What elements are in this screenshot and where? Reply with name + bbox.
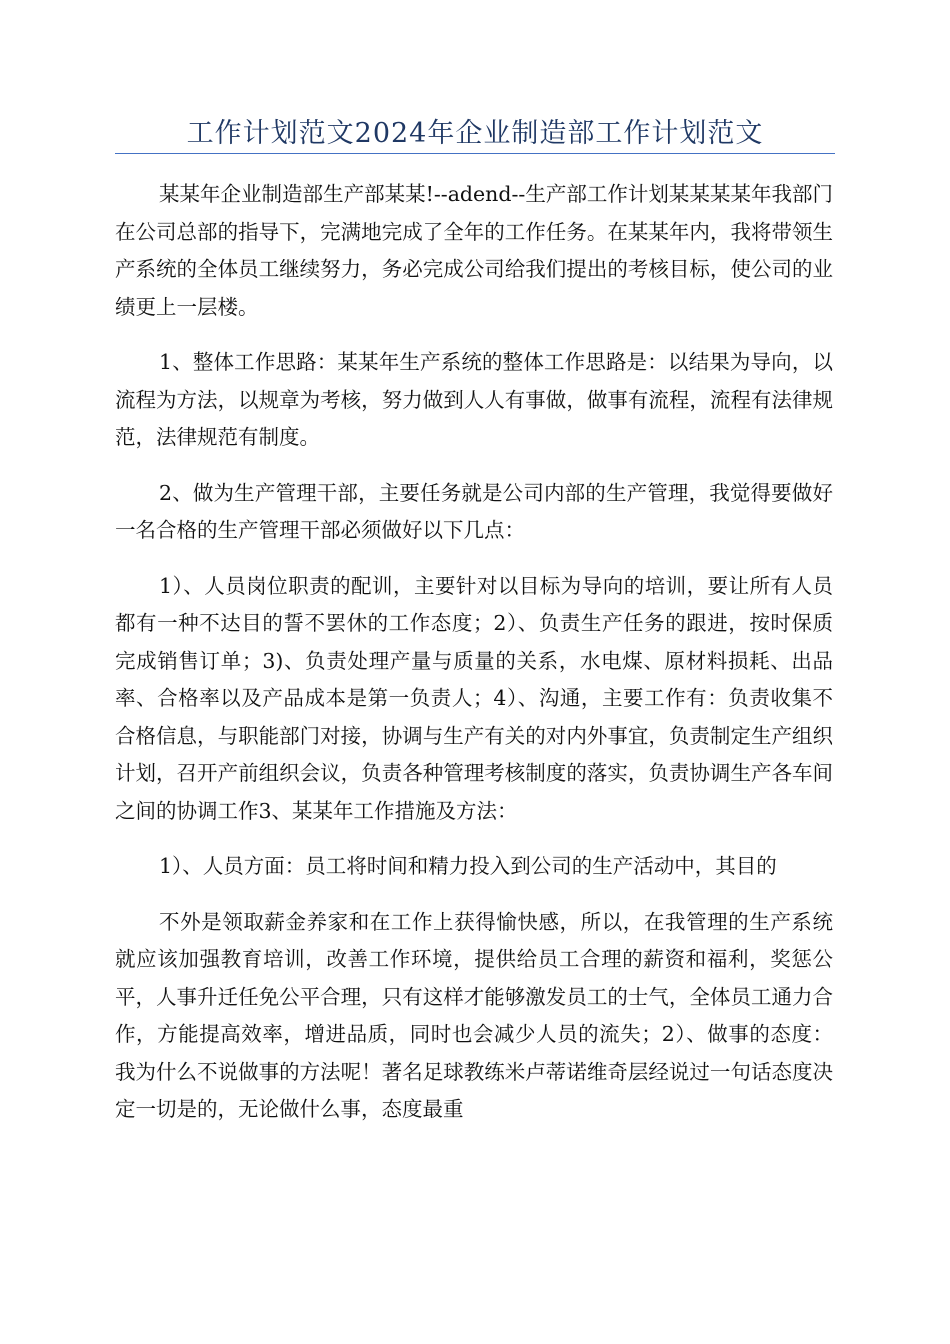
paragraph-management-role: 2、做为生产管理干部，主要任务就是公司内部的生产管理，我觉得要做好一名合格的生产管理干部必须做好以下几点： (115, 480, 833, 542)
document-title: 工作计划范文2024年企业制造部工作计划范文 (186, 118, 764, 149)
paragraph-intro: 某某年企业制造部生产部某某!--adend--生产部工作计划某某某某年我部门在公司总部的指导下，完满地完成了全年的工作任务。在某某年内，我将带领生产系统的全体员工继续努力，务必完成公司给我们提出的考核目标，使公司的业绩更上一层楼。 (115, 182, 833, 319)
paragraph-duties-list: 1）、人员岗位职责的配训，主要针对以目标为导向的培训，要让所有人员都有一种不达目的誓不罢休的工作态度；2）、负责生产任务的跟进，按时保质完成销售订单；3)、负责处理产量与质量的关系，水电煤、原材料损耗、出品率、合格率以及产品成本是第一负责人；4）、沟通，主要工作有：负责收集不合格信息，与职能部门对接，协调与生产有关的对内外事宜，负责制定生产组织计划，召开产前组织会议，负责各种管理考核制度的落实，负责协调生产各车间之间的协调工作3、某某年工作措施及方法： (115, 573, 833, 823)
document-body (115, 176, 833, 1147)
paragraph-personnel: 1）、人员方面：员工将时间和精力投入到公司的生产活动中，其目的 (159, 854, 777, 878)
title-underline (115, 153, 835, 154)
paragraph-continuation: 不外是领取薪金养家和在工作上获得愉快感，所以，在我管理的生产系统就应该加强教育培训，改善工作环境，提供给员工合理的薪资和福利，奖惩公平，人事升迁任免公平合理，只有这样才能够激发员工的士气，全体员工通力合作，方能提高效率，增进品质，同时也会减少人员的流失；2）、做事的态度：我为什么不说做事的方法呢！著名足球教练米卢蒂诺维奇层经说过一句话态度决定一切是的，无论做什么事，态度最重 (115, 909, 833, 1121)
paragraph-overall-approach: 1、整体工作思路：某某年生产系统的整体工作思路是：以结果为导向，以流程为方法，以规章为考核，努力做到人人有事做，做事有流程，流程有法律规范，法律规范有制度。 (115, 350, 833, 449)
